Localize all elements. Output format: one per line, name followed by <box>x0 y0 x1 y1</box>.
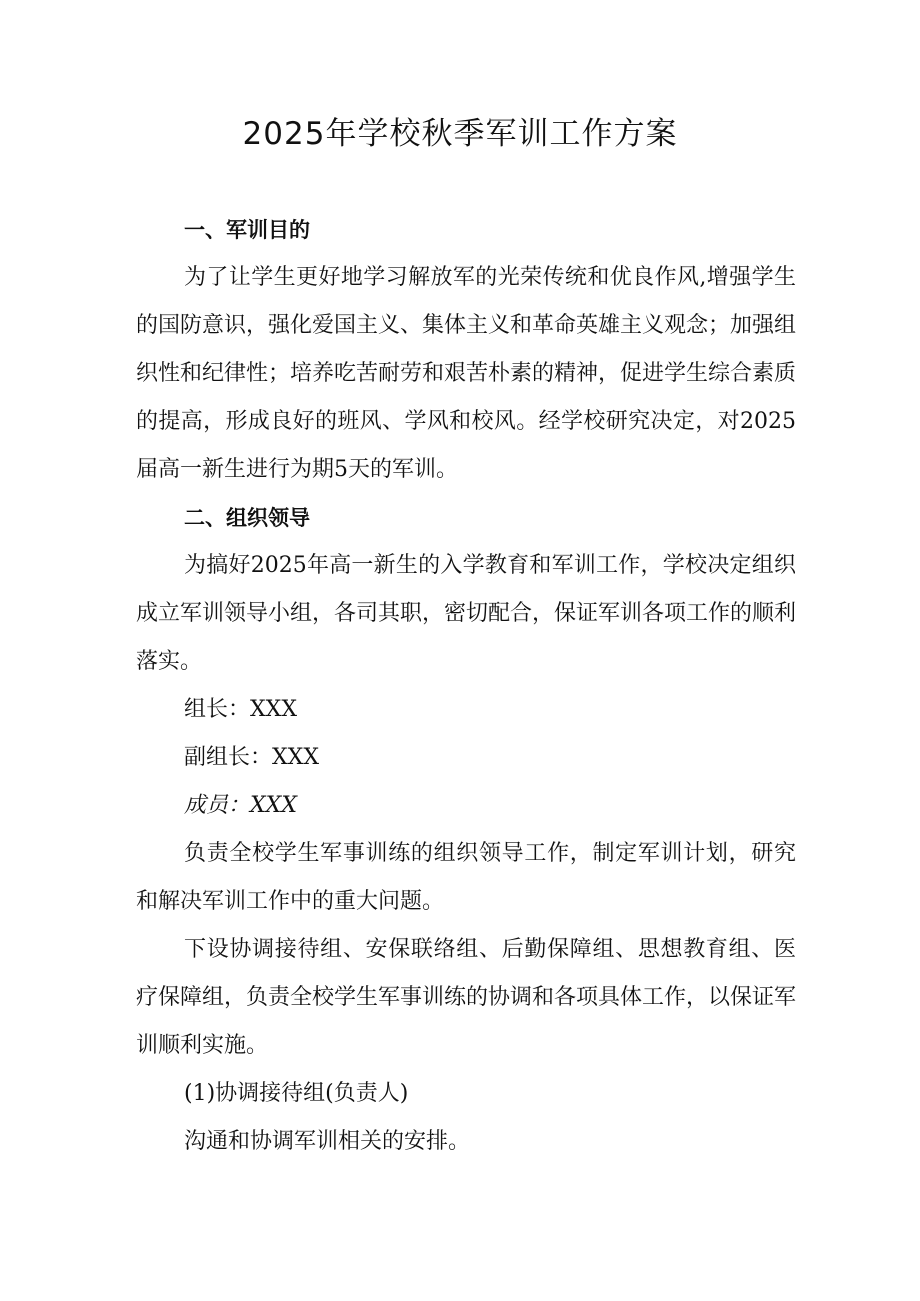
document-body <box>136 206 796 1166</box>
line-vice-leader: 副组长：XXX <box>184 745 319 770</box>
paragraph-organization-intro: 为搞好2025年高一新生的入学教育和军训工作，学校决定组织成立军训领导小组，各司其职，密切配合，保证军训各项工作的顺利落实。 <box>136 553 797 674</box>
line-members: 成员：XXX <box>184 793 297 818</box>
line-group-leader: 组长：XXX <box>184 697 297 722</box>
line-group1-desc: 沟通和协调军训相关的安排。 <box>184 1129 471 1154</box>
paragraph-duty: 负责全校学生军事训练的组织领导工作，制定军训计划，研究和解决军训工作中的重大问题。 <box>136 841 796 914</box>
line-group1-title: (1)协调接待组(负责人) <box>184 1081 409 1106</box>
paragraph-purpose: 为了让学生更好地学习解放军的光荣传统和优良作风,增强学生的国防意识，强化爱国主义、集体主义和革命英雄主义观念；加强组织性和纪律性；培养吃苦耐劳和艰苦朴素的精神，促进学生综合素质的提高，形成良好的班风、学风和校风。经学校研究决定，对2025届高一新生进行为期5天的军训。 <box>136 265 797 482</box>
document-title: 2025年学校秋季军训工作方案 <box>242 116 678 152</box>
section-heading-purpose: 一、军训目的 <box>184 218 310 242</box>
paragraph-subgroups: 下设协调接待组、安保联络组、后勤保障组、思想教育组、医疗保障组，负责全校学生军事训练的协调和各项具体工作，以保证军训顺利实施。 <box>136 937 797 1058</box>
section-heading-organization: 二、组织领导 <box>184 506 310 530</box>
